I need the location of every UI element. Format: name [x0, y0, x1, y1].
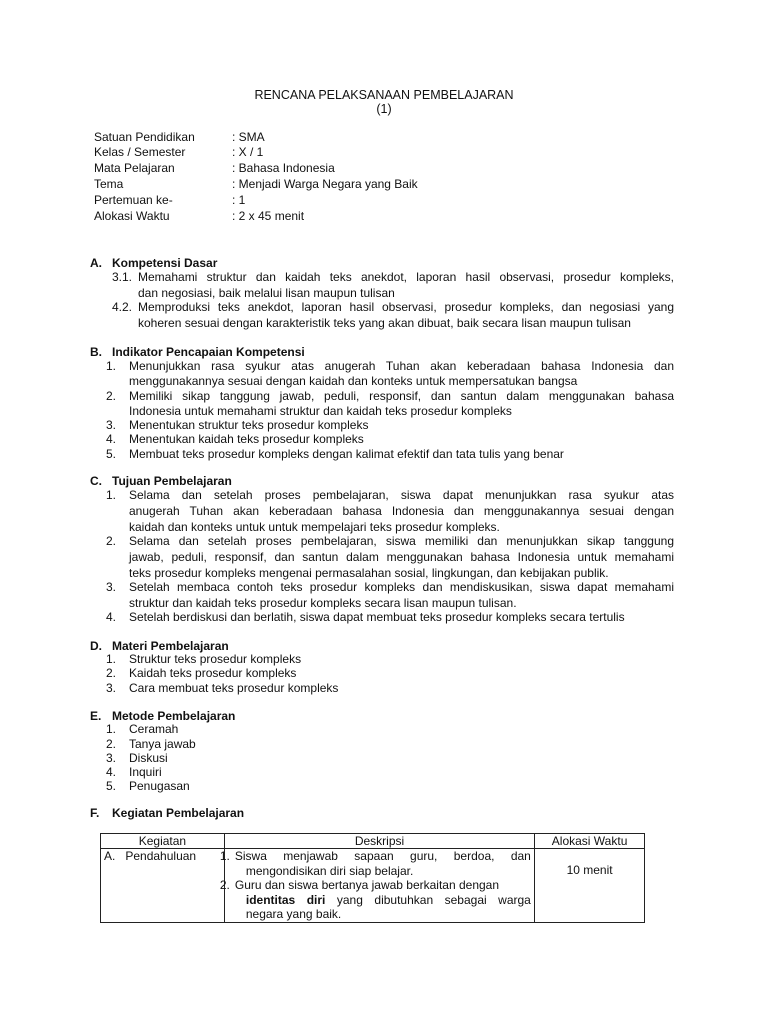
list-item-number: 2.: [106, 737, 117, 751]
desc2-line1: Guru dan siswa bertanya jawab berkaitan dengan: [234, 878, 500, 892]
identity-value: : Bahasa Indonesia: [232, 161, 335, 175]
list-item-line: Menentukan kaidah teks prosedur kompleks: [129, 432, 364, 446]
identity-label: Tema: [94, 177, 124, 191]
list-item-line: struktur dan kaidah teks prosedur kompleks secara lisan maupun tulisan.: [129, 596, 517, 610]
identity-label: Kelas / Semester: [94, 145, 186, 159]
cell-kegiatan: [101, 849, 225, 923]
header-kegiatan: Kegiatan: [101, 834, 225, 849]
list-item-number: 1.: [106, 359, 117, 373]
cell-alokasi: 10 menit: [535, 849, 645, 923]
section-letter: B.: [90, 345, 102, 359]
section-title: Tujuan Pembelajaran: [112, 474, 232, 488]
table-row: [101, 849, 645, 923]
list-item-line: Memiliki sikap tanggung jawab, peduli, responsif, dan santun dalam menggunakan bahasa: [129, 389, 674, 403]
list-item-number: 3.: [106, 580, 117, 594]
list-item-line: Ceramah: [129, 722, 179, 736]
section-title: Materi Pembelajaran: [112, 639, 229, 653]
list-item-number: 3.: [106, 681, 117, 695]
section-title: Metode Pembelajaran: [112, 709, 236, 723]
desc1-number: 1.: [219, 849, 230, 863]
list-item-number: 5.: [106, 447, 117, 461]
section-letter: C.: [90, 474, 102, 488]
section-letter: A.: [90, 256, 102, 270]
list-item-line: Cara membuat teks prosedur kompleks: [129, 681, 339, 695]
kegiatan-name: Pendahuluan: [125, 849, 197, 863]
section-heading-c: [90, 474, 680, 488]
identity-value: : X / 1: [232, 145, 264, 159]
section-letter: E.: [90, 709, 102, 723]
list-item-line: Diskusi: [129, 751, 168, 765]
list-item-line: dan negosiasi, baik melalui lisan maupun tulisan: [138, 286, 395, 300]
desc1-line1: Siswa menjawab sapaan guru, berdoa, dan: [234, 849, 531, 863]
identity-label: Alokasi Waktu: [94, 209, 170, 223]
desc2-number: 2.: [219, 878, 230, 892]
list-item-line: jawab, peduli, responsif, dan santun dalam menggunakan bahasa Indonesia untuk memahami: [129, 550, 674, 564]
identity-value: : 2 x 45 menit: [232, 209, 305, 223]
header-alokasi: Alokasi Waktu: [535, 834, 645, 849]
desc2-line2: [246, 893, 531, 907]
list-item-number: 4.: [106, 765, 117, 779]
list-item-line: koheren sesuai dengan karakteristik teks yang akan dibuat, baik secara lisan maupun tulisan: [138, 316, 631, 330]
section-letter: D.: [90, 639, 102, 653]
desc2-rest: yang dibutuhkan sebagai warga: [325, 893, 531, 907]
list-item-line: Indonesia untuk memahami struktur dan kaidah teks prosedur kompleks: [129, 404, 512, 418]
list-item-number: 4.2.: [112, 300, 133, 314]
list-item-number: 1.: [106, 652, 117, 666]
identity-value: : Menjadi Warga Negara yang Baik: [232, 177, 418, 191]
kegiatan-table: [100, 833, 645, 923]
document-title: RENCANA PELAKSANAAN PEMBELAJARAN: [254, 88, 514, 102]
list-item-line: Inquiri: [129, 765, 162, 779]
list-item-line: Penugasan: [129, 779, 190, 793]
list-item-line: Memproduksi teks anekdot, laporan hasil observasi, prosedur kompleks, dan negosiasi yang: [138, 300, 674, 314]
list-item-number: 1.: [106, 488, 117, 502]
list-item-line: Setelah berdiskusi dan berlatih, siswa dapat membuat teks prosedur kompleks secara tertulis: [129, 610, 625, 624]
list-item-number: 1.: [106, 722, 117, 736]
identity-value: : SMA: [232, 130, 265, 144]
list-item-line: Selama dan setelah proses pembelajaran, siswa memiliki dan menunjukkan sikap tanggung: [129, 534, 674, 548]
section-heading-d: [90, 639, 680, 653]
list-item-number: 2.: [106, 666, 117, 680]
list-item-line: Tanya jawab: [129, 737, 196, 751]
list-item-line: Setelah membaca contoh teks prosedur kompleks dan mendiskusikan, siswa dapat memahami: [129, 580, 674, 594]
list-item-line: Kaidah teks prosedur kompleks: [129, 666, 297, 680]
section-letter: F.: [90, 806, 100, 820]
list-item-line: Struktur teks prosedur kompleks: [129, 652, 302, 666]
identity-value: : 1: [232, 193, 246, 207]
cell-deskripsi: [219, 849, 534, 923]
kegiatan-letter: A.: [104, 849, 116, 863]
list-item-line: Membuat teks prosedur kompleks dengan kalimat efektif dan tata tulis yang benar: [129, 447, 564, 461]
section-title: Kompetensi Dasar: [112, 256, 218, 270]
list-item-number: 3.1.: [112, 270, 133, 284]
identity-label: Pertemuan ke-: [94, 193, 173, 207]
list-item-line: kaidah dan konteks untuk untuk mempelajari teks prosedur kompleks.: [129, 520, 500, 534]
section-heading-f: [90, 806, 680, 820]
list-item-line: Menentukan struktur teks prosedur kompleks: [129, 418, 369, 432]
list-item-number: 2.: [106, 534, 117, 548]
list-item-line: Memahami struktur dan kaidah teks anekdot, laporan hasil observasi, prosedur kompleks,: [138, 270, 674, 284]
section-heading-b: [90, 345, 680, 359]
list-item-line: teks prosedur kompleks mengenai permasalahan sosial, lingkungan, dan kebijakan publik.: [129, 566, 609, 580]
section-heading-a: [90, 256, 680, 270]
identity-label: Mata Pelajaran: [94, 161, 175, 175]
table-header-row: [101, 834, 645, 849]
section-title: Indikator Pencapaian Kompetensi: [112, 345, 305, 359]
list-item-number: 4.: [106, 432, 117, 446]
list-item-line: Selama dan setelah proses pembelajaran, siswa dapat menunjukkan rasa syukur atas: [129, 488, 674, 502]
list-item-number: 2.: [106, 389, 117, 403]
list-item-number: 3.: [106, 418, 117, 432]
list-item-line: anugerah Tuhan akan keberadaan bahasa Indonesia dan menggunakannya sesuai dengan: [129, 504, 674, 518]
section-heading-e: [90, 709, 680, 723]
desc1-line2: mengondisikan diri siap belajar.: [245, 864, 414, 878]
list-item-number: 5.: [106, 779, 117, 793]
header-deskripsi: Deskripsi: [224, 834, 534, 849]
identity-label: Satuan Pendidikan: [94, 130, 195, 144]
list-item-line: Menunjukkan rasa syukur atas anugerah Tuhan akan keberadaan bahasa Indonesia dan: [129, 359, 674, 373]
document-title-number: (1): [376, 102, 392, 116]
section-title: Kegiatan Pembelajaran: [112, 806, 245, 820]
list-item-line: menggunakannya sesuai dengan kaidah dan konteks untuk mempersatukan bangsa: [129, 374, 578, 388]
desc2-line3: negara yang baik.: [245, 907, 342, 921]
list-item-number: 4.: [106, 610, 117, 624]
desc2-bold-term: identitas diri: [245, 893, 326, 907]
list-item-number: 3.: [106, 751, 117, 765]
